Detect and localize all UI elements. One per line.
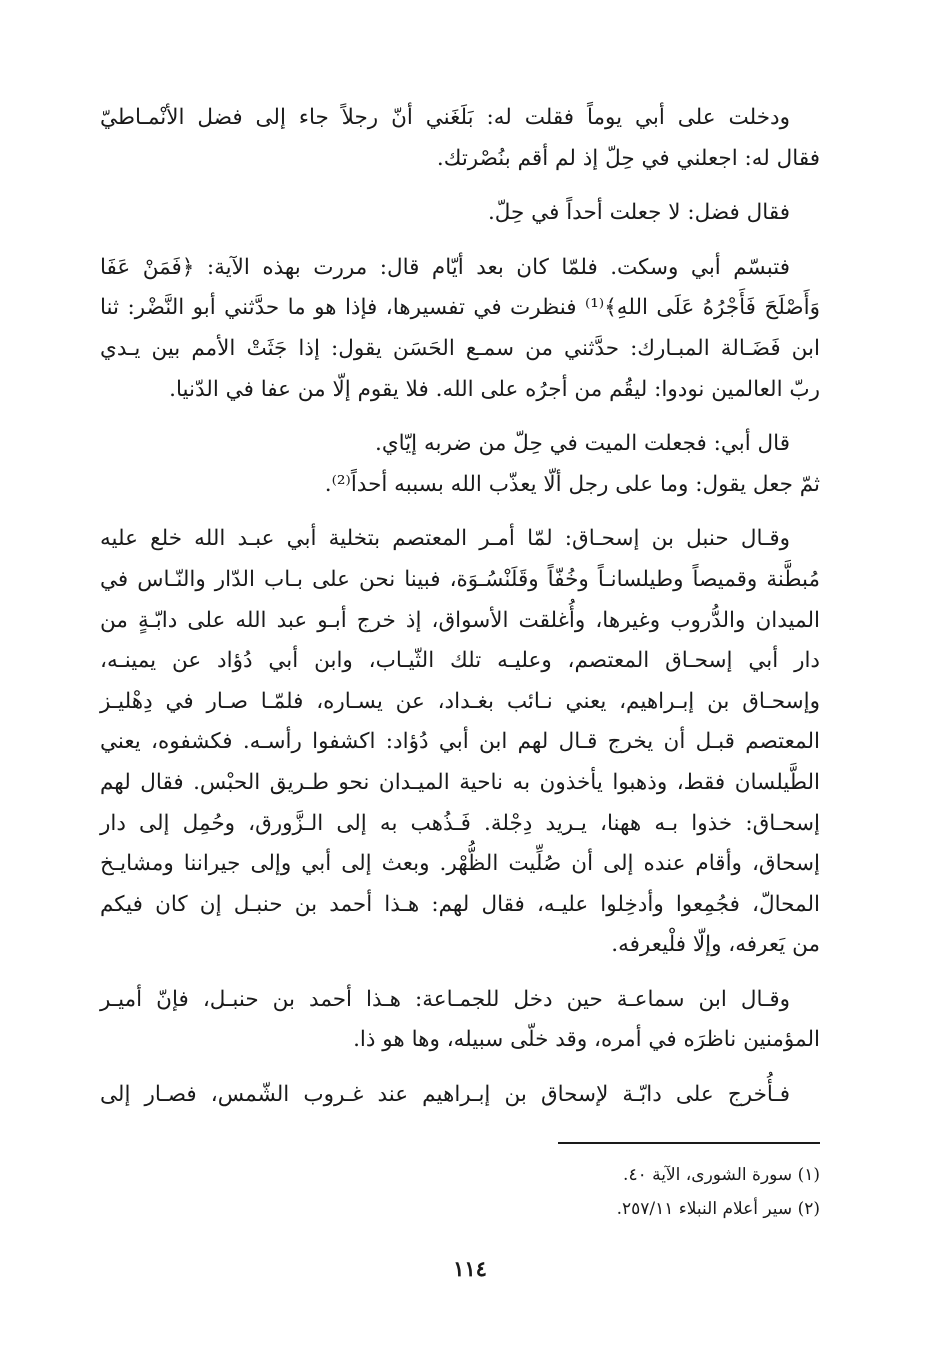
text-line: إسحـاق: خذوا بـه ههنا، يـريد دِجْلة. فَـذُهب به إلى الـزَّورق، وحُمِل إلى دار	[100, 810, 820, 836]
text-line: ثمّ جعل يقول: وما على رجل ألّا يعذّب الله بسببه أحداً⁽²⁾.	[324, 471, 820, 497]
paragraph-6	[100, 980, 820, 1061]
paragraph-4	[100, 424, 820, 505]
page-number: ١١٤	[453, 1256, 487, 1281]
text-line: ابن فَضَـالة المبـارك: حدَّثني من سمـع الحَسَن يقول: إذا جَثَتْ الأمم بين يـدي	[100, 335, 820, 361]
text-line: وإسحـاق بن إبـراهيم، يعني نـائب بغـداد، عن يسـاره، فلمّـا صـار في دِهْليـز	[100, 688, 820, 714]
text-line: وقـال ابن سماعـة حين دخل للجمـاعة: هـذا أحمد بن حنبـل، فإنّ أميـر	[100, 986, 790, 1012]
text-line: فتبسّم أبي وسكت. فلمّا كان بعد أيّام قال: مررت بهذه الآية: ﴿فَمَنْ عَفَا	[100, 254, 790, 280]
paragraph-5	[100, 519, 820, 966]
text-line: فقال له: اجعلني في حِلّ إذ لم أقم بنُصْرتك.	[436, 145, 820, 171]
text-line: ودخلت على أبي يوماً فقلت له: بَلَغَني أنّ رجلاً جاء إلى فضل الأنْمـاطيّ	[100, 105, 790, 130]
text-line: المؤمنين ناظرَه في أمره، وقد خلّى سبيله، وها هو ذا.	[353, 1027, 820, 1053]
text-line: الطَّيلسان فقط، وذهبوا يأخذون به ناحية الميـدان نحو طـريق الحبْس. فقال لهم	[100, 769, 820, 795]
paragraph-3	[100, 248, 820, 410]
main-text	[100, 98, 820, 1130]
text-line: المحالّ، فجُمِعوا وأدخِلوا عليـه، فقال لهم: هـذا أحمد بن حنبـل إن كان فيكم	[100, 891, 820, 917]
footnote-divider	[558, 1142, 820, 1144]
text-line: فـأُخرج على دابّـة لإسحاق بن إبـراهيم عند غـروب الشّمس، فصـار إلى	[100, 1082, 790, 1108]
footnotes	[400, 1158, 820, 1226]
text-line: من يَعرفه، وإلّا فلْيعرفه.	[611, 932, 820, 958]
text-line: المعتصم قبـل أن يخرج قـال لهم ابن أبي دُؤاد: اكشفوا رأسـه. فكشفوه، يعني	[100, 729, 820, 755]
text-line: قال أبي: فجعلت الميت في حِلّ من ضربه إيّاي.	[374, 431, 790, 457]
footnote-2: (٢) سير أعلام النبلاء ٢٥٧/١١.	[616, 1199, 820, 1219]
text-line: فقال فضل: لا جعلت أحداً في حِلّ.	[487, 200, 790, 226]
paragraph-2	[100, 193, 820, 234]
text-line: مُبطَّنة وقميصاً وطيلسانـاً وخُفّاً وقَلَنْسُـوَة، فبينا نحن على بـاب الدّار والنّـاس في	[100, 566, 820, 592]
footnote-1: (١) سورة الشورى، الآية ٤٠.	[623, 1165, 820, 1185]
paragraph-7	[100, 1075, 820, 1116]
text-line: وَأَصْلَحَ فَأَجْرُهُ عَلَى اللهِ﴾⁽¹⁾ فنظرت في تفسيرها، فإذا هو ما حدَّثني أبو النَّضْر: ثنا	[100, 295, 821, 321]
text-line: إسحاق، وأقام عنده إلى أن صُلِّيت الظُّهْر. وبعث إلى أبي وإلى جيراننا ومشايـخ	[100, 851, 820, 877]
text-line: ربّ العالمين نودوا: ليقُم من أجرُه على الله. فلا يقوم إلّا من عفا في الدّنيا.	[169, 376, 820, 402]
text-line: الميدان والدُّروب وغيرها، وأُغلقت الأسواق، إذ خرج أبـو عبد الله على دابّـةٍ من	[100, 607, 820, 633]
text-line: دار أبي إسحـاق المعتصم، وعليـه تلك الثّيـاب، وابن أبي دُؤاد عن يمينـه،	[100, 648, 820, 674]
text-line: وقـال حنبل بن إسحـاق: لمّا أمـر المعتصم بتخلية أبي عبـد الله خلع عليه	[100, 526, 790, 552]
paragraph-1	[100, 98, 820, 179]
